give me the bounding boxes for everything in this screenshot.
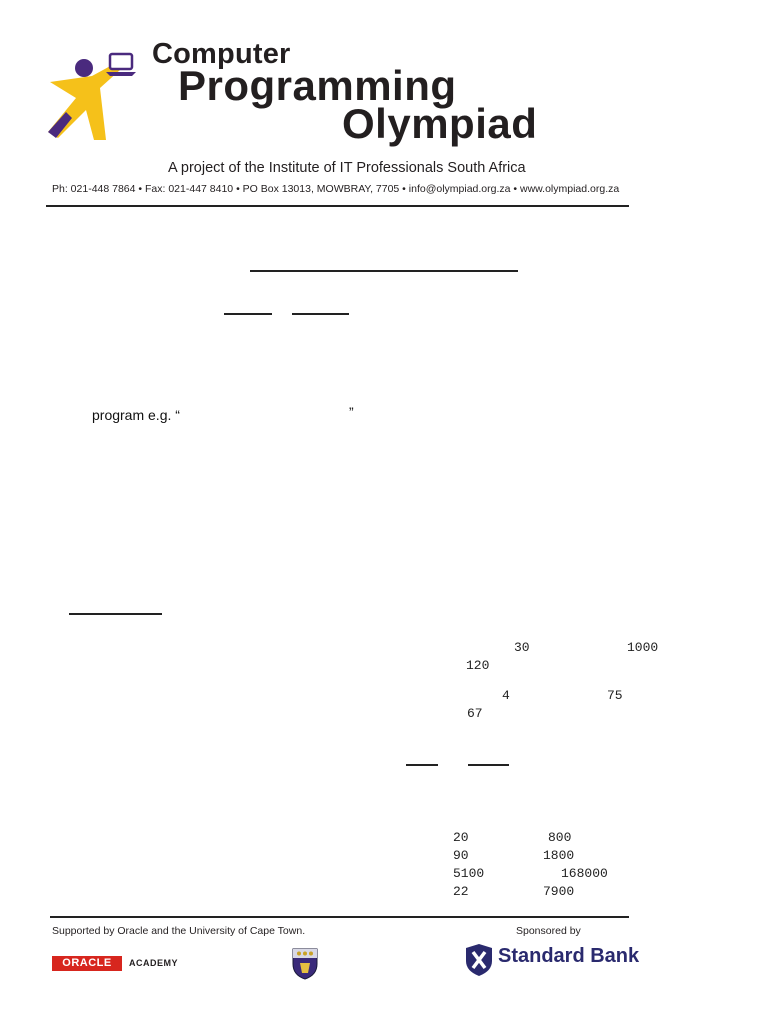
footer-supported-text: Supported by Oracle and the University of Cape Town. xyxy=(52,925,306,937)
standard-bank-label: Standard Bank xyxy=(498,945,640,967)
example2-input-b: 75 xyxy=(607,688,623,703)
subtitle-underline-2 xyxy=(292,313,349,315)
standard-bank-shield-icon xyxy=(464,943,494,977)
header-contact: Ph: 021-448 7864 • Fax: 021-447 8410 • PO Box 13013, MOWBRAY, 7705 • info@olympiad.org.za • www.olympiad.org.za xyxy=(52,183,620,195)
logo-title-programming: Programming xyxy=(178,62,457,109)
table-row-1-a: 20 xyxy=(453,830,469,845)
subtitle-underline-1 xyxy=(224,313,272,315)
table-row-4-a: 22 xyxy=(453,884,469,899)
title-underline xyxy=(250,270,518,272)
footer-sponsored-text: Sponsored by xyxy=(516,925,581,937)
footer-divider xyxy=(50,916,629,918)
section-heading-underline xyxy=(69,613,162,615)
table-row-4-b: 7900 xyxy=(543,884,575,899)
table-row-3-b: 168000 xyxy=(561,866,608,881)
olympiad-figure-logo xyxy=(44,48,140,144)
example-text-open: program e.g. “ xyxy=(92,407,180,423)
oracle-logo: ORACLE xyxy=(52,956,122,971)
logo-title-olympiad: Olympiad xyxy=(342,100,538,147)
logo-title-computer: Computer xyxy=(152,38,291,70)
example2-output: 67 xyxy=(467,706,483,721)
table-heading-underline-1 xyxy=(406,764,438,766)
example2-input-a: 4 xyxy=(502,688,510,703)
example1-output: 120 xyxy=(466,658,490,673)
header-divider xyxy=(46,205,629,207)
example1-input-b: 1000 xyxy=(627,640,659,655)
uct-crest-icon xyxy=(290,946,320,980)
oracle-academy-label: ACADEMY xyxy=(129,958,179,968)
table-row-1-b: 800 xyxy=(548,830,572,845)
table-row-2-a: 90 xyxy=(453,848,469,863)
table-row-3-a: 5100 xyxy=(453,866,485,881)
example1-input-a: 30 xyxy=(514,640,530,655)
table-row-2-b: 1800 xyxy=(543,848,575,863)
table-heading-underline-2 xyxy=(468,764,509,766)
example-text-close: ” xyxy=(349,404,354,420)
header-tagline: A project of the Institute of IT Professionals South Africa xyxy=(168,160,526,176)
